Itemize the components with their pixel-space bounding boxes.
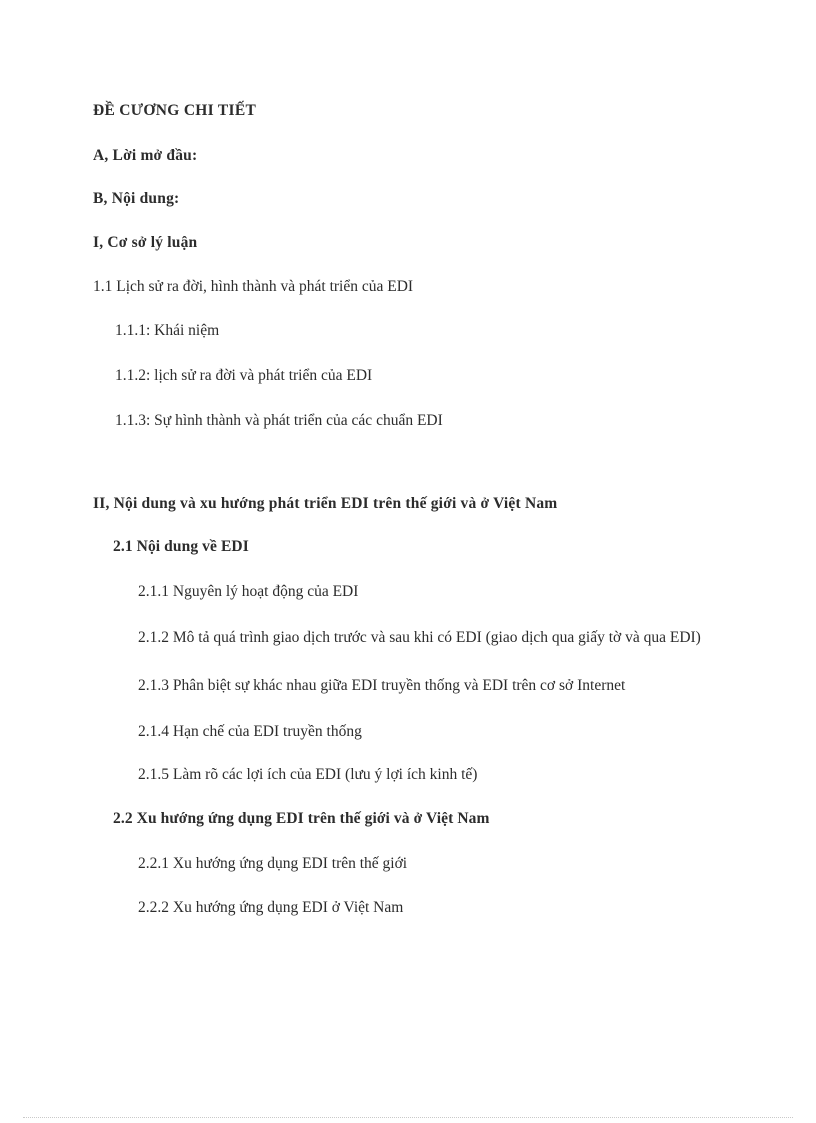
outline-item-2-1-5: 2.1.5 Làm rõ các lợi ích của EDI (lưu ý lợi ích kinh tế) xyxy=(138,766,478,784)
outline-item-1-1: 1.1 Lịch sử ra đời, hình thành và phát triển của EDI xyxy=(93,277,414,295)
heading-2-1-noi-dung-ve-edi: 2.1 Nội dung về EDI xyxy=(113,538,249,556)
section-spacer xyxy=(93,455,723,493)
outline-item-2-1-1: 2.1.1 Nguyên lý hoạt động của EDI xyxy=(138,582,359,600)
document-body xyxy=(93,100,723,940)
heading-a-loi-mo-dau: A, Lời mở đầu: xyxy=(93,146,198,164)
page-separator xyxy=(23,1117,793,1118)
heading-b-noi-dung: B, Nội dung: xyxy=(93,190,180,208)
outline-item-1-1-3: 1.1.3: Sự hình thành và phát triển của các chuẩn EDI xyxy=(115,411,443,429)
heading-i-co-so-ly-luan: I, Cơ sở lý luận xyxy=(93,234,198,252)
outline-item-2-2-1: 2.2.1 Xu hướng ứng dụng EDI trên thế giới xyxy=(138,854,408,872)
outline-item-2-1-4: 2.1.4 Hạn chế của EDI truyền thống xyxy=(138,722,362,740)
heading-2-2-xu-huong-ung-dung: 2.2 Xu hướng ứng dụng EDI trên thế giới và ở Việt Nam xyxy=(113,810,490,828)
outline-item-2-2-2: 2.2.2 Xu hướng ứng dụng EDI ở Việt Nam xyxy=(138,898,404,916)
outline-item-1-1-1: 1.1.1: Khái niệm xyxy=(115,322,220,340)
heading-ii-noi-dung-xu-huong: II, Nội dung và xu hướng phát triển EDI trên thế giới và ở Việt Nam xyxy=(93,494,558,512)
outline-item-2-1-3: 2.1.3 Phân biệt sự khác nhau giữa EDI truyền thống và EDI trên cơ sở Internet xyxy=(138,676,626,694)
page-title: ĐỀ CƯƠNG CHI TIẾT xyxy=(93,102,257,119)
outline-item-1-1-2: 1.1.2: lịch sử ra đời và phát triển của EDI xyxy=(115,367,373,385)
outline-item-2-1-2: 2.1.2 Mô tả quá trình giao dịch trước và sau khi có EDI (giao dịch qua giấy tờ và qua EDI) xyxy=(138,628,701,646)
